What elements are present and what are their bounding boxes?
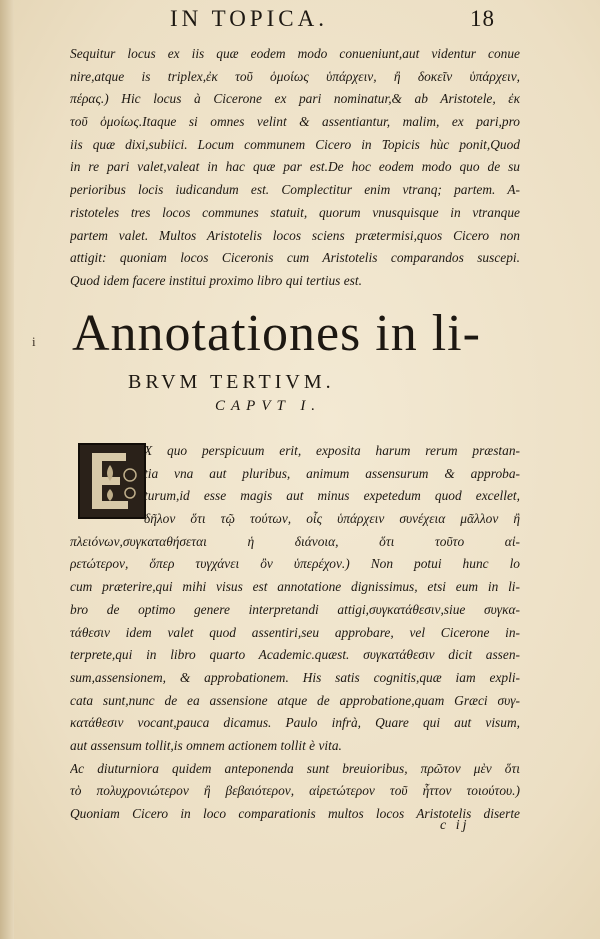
text-line: Ac diuturniora quidem anteponenda sunt breuioribus, πρῶτον μὲν ὅτι [70,760,520,776]
text-line: tia vna aut pluribus, animum assensurum & approba- [144,465,520,481]
text-line: δῆλον ὅτι τῷ τούτων, οἷς ὑπάρχειν συνέχεια μᾶλλον ἢ [144,511,520,527]
text-line: Sequitur locus ex iis quæ eodem modo conueniunt,aut videntur conue [70,46,520,61]
text-line: cata sunt,nunc de ea assensione atque de approbatione,quam Græci συγ- [70,692,520,708]
text-block-upper [70,43,520,293]
text-line: Quod idem facere institui proximo libro qui tertius est. [70,272,362,288]
text-line: τὸ πολυχρονιώτερον ἢ βεβαιότερον, αἱρετώτερον τοῦ ἧττον τοιούτου.) [70,783,520,799]
binding-shadow [0,0,14,939]
signature-mark: c ij [440,818,470,833]
text-line: attigit: quoniam locos Ciceronis cum Aristotelis comparandos suscepi. [70,250,520,266]
margin-mark: i [32,334,36,349]
text-line: terprete,qui in libro quarto Academic.quæst. συγκατάθεσιν dicit assen- [70,647,520,663]
text-line: ristoteles tres locos communes statuit, quorum vnusquisque in vtranque [70,204,520,220]
text-line: X quo perspicuum erit, exposita harum rerum præstan- [144,443,520,458]
text-line: nire,atque is triplex,ἐκ τοῦ ὁμοίως ὑπάρχειν, ἢ δοκεῖν ὑπάρχειν, [70,68,520,84]
chapter-title: Annotationes in li- [72,305,481,362]
page-number: 18 [470,6,495,31]
text-block-lower [70,440,520,826]
text-line: partem valet. Multos Aristotelis locos sciens prætermisi,quos Cicero non [70,227,520,243]
running-title: IN TOPICA. [170,6,328,31]
chapter-caput: CAPVT I. [215,398,322,414]
text-line: perioribus locis iudicandum est. Complectitur enim vtranq; partem. A- [70,182,520,198]
text-line: τάθεσιν idem valet quod assentiri,seu approbare, vel Cicerone in- [70,624,520,640]
chapter-subtitle: BRVM TERTIVM. [128,371,335,393]
text-line: κατάθεσιν vocant,pauca dicamus. Paulo infrà, Quare qui aut visum, [70,715,520,731]
text-line: aut assensum tollit,is omnem actionem tollit è vita. [70,737,342,753]
text-line: sum,assensionem, & approbationem. His satis cognitis,quæ iam expli- [70,669,520,685]
text-line: in re pari valet,valeat in hac quæ par est.De hoc eodem modo quo de su [70,159,520,175]
text-line: turum,id esse magis aut minus expetedum quod excellet, [144,488,520,504]
text-line: πλειόνων,συγκαταθήσεται ἡ διάνοια, ὅτι τοῦτο αἱ- [70,533,520,549]
text-line: cum præterire,qui mihi visus est annotatione dignissimus, etsi eum in li- [70,579,520,595]
text-line: ρετώτερον, ὅπερ τυγχάνει ὂν ὑπερέχον.) Non potui hunc lo [70,556,520,572]
text-line: iis quæ dixi,subiici. Locum communem Cicero in Topicis hùc ponit,Quod [70,136,520,152]
text-line: Quoniam Cicero in loco comparationis multos locos Aristotelis diserte [70,806,520,821]
text-line: πέρας.) Hic locus à Cicerone ex pari nominatur,& ab Aristotele, ἐκ [70,91,520,107]
text-line: τοῦ ὁμοίως.Itaque si omnes velint & assentiantur, malim, ex pari,pro [70,114,520,130]
text-line: bro de optimo genere interpretandi attigi,συγκατάθεσιν,siue συγκα- [70,601,520,617]
